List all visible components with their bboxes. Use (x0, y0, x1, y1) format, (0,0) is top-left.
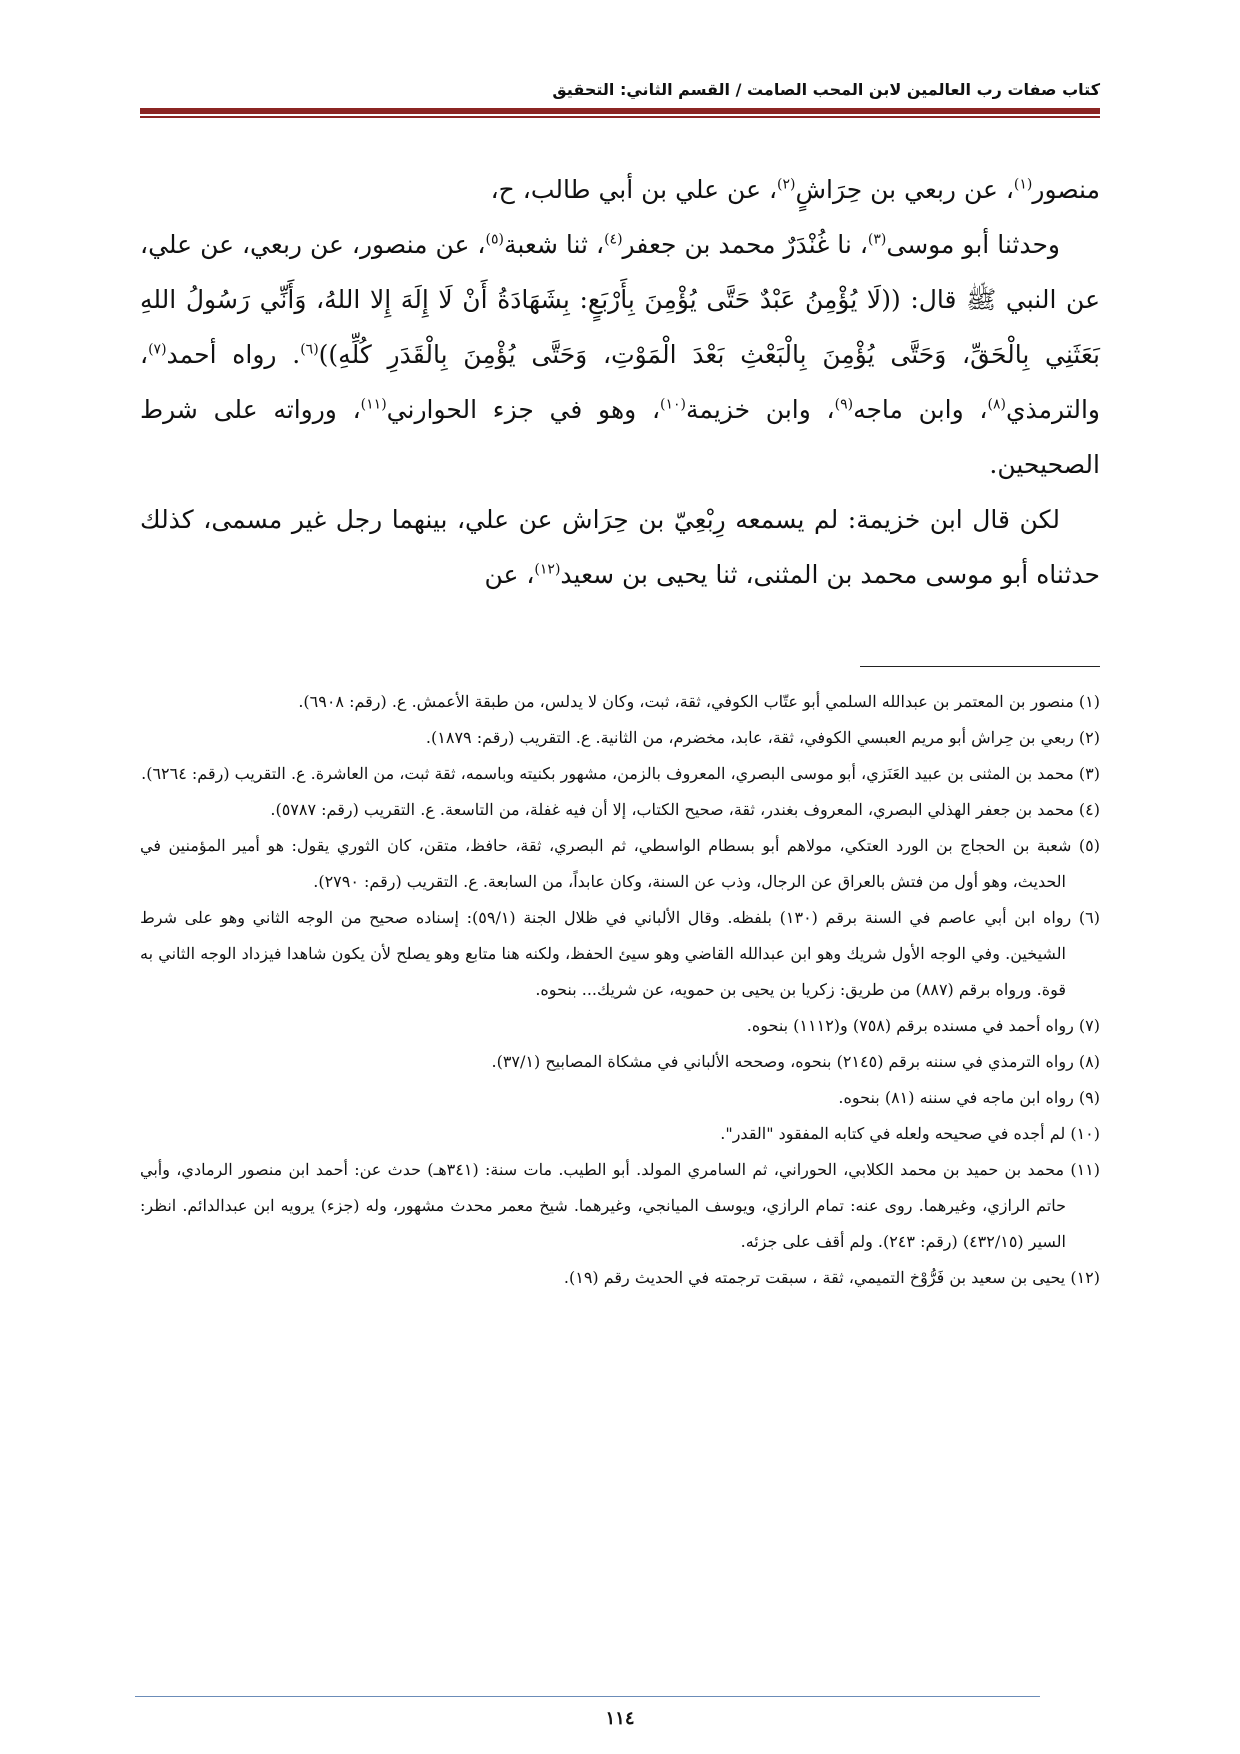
text-run: ، عن (484, 560, 535, 589)
paragraph-2 (140, 217, 1100, 492)
text-run: ، عن علي بن أبي طالب، ح، (490, 175, 778, 204)
footnote-ref[interactable]: (٥) (485, 231, 504, 248)
footnote-ref[interactable]: (١٠) (660, 396, 687, 413)
text-run: ، عن منصور، عن ربعي، عن علي، عن النبي ﷺ قال: ((لَا يُؤْمِنُ عَبْدٌ حَتَّى يُؤْمِنَ بِأَرْبَعٍ: بِشَهَادَةُ أَنْ لَا إِلَهَ إِلا اللهُ، وَأَنِّي رَسُولُ اللهِ بَعَثَنِي بِالْحَقِّ، وَحَتَّى يُؤْمِنَ بِالْبَعْثِ بَعْدَ الْمَوْتِ، وَحَتَّى يُؤْمِنَ بِالْقَدَرِ كُلِّهِ)) (140, 230, 1100, 369)
footnote-2: (٢) ربعي بن حِراش أبو مريم العبسي الكوفي، ثقة، عابد، مخضرم، من الثانية. ع. التقريب (رقم: ١٨٧٩). (425, 728, 1100, 747)
footnote-6: (٦) رواه ابن أبي عاصم في السنة برقم (١٣٠) بلفظه. وقال الألباني في ظلال الجنة (٥٩/١): إسناده صحيح من الوجه الثاني وهو على شرط الشيخين. وفي الوجه الأول شريك وهو ابن عبدالله القاضي وهو سيئ الحفظ، ولكنه هنا متابع وهو يصلح لأن يكون شاهدا فيزداد الوجه الثاني به قوة. ورواه برقم (٨٨٧) من طريق: زكريا بن يحيى بن حمويه، عن شريك... بنحوه. (140, 908, 1101, 999)
footnote-ref[interactable]: (١٢) (534, 561, 561, 578)
text-run: ، وابن خزيمة (686, 395, 835, 424)
text-run: ، وهو في جزء الحوارني (386, 395, 661, 424)
footnote-3: (٣) محمد بن المثنى بن عبيد العَنَزي، أبو موسى البصري، المعروف بالزمن، مشهور بكنيته وباسمه، ثقة ثبت، من العاشرة. ع. التقريب (رقم: ٦٢٦٤). (141, 764, 1100, 783)
text-run: ، ثنا شعبة (503, 230, 605, 259)
footer-rule (135, 1696, 1040, 1697)
text-run: لكن قال ابن خزيمة: لم يسمعه رِبْعِيّ بن حِرَاش عن علي، بينهما رجل غير مسمى، كذلك حدثناه أبو موسى محمد بن المثنى، ثنا يحيى بن سعيد (140, 505, 1100, 589)
footnote-5: (٥) شعبة بن الحجاج بن الورد العتكي، مولاهم أبو بسطام الواسطي، ثم البصري، ثقة، حافظ، متقن، كان الثوري يقول: هو أمير المؤمنين في الحديث، وهو أول من فتش بالعراق عن الرجال، وذب عن السنة، وكان عابداً، من السابعة. ع. التقريب (رقم: ٢٧٩٠). (140, 836, 1100, 891)
text-run: . رواه أحمد (166, 340, 301, 369)
footnote-ref[interactable]: (٣) (867, 231, 887, 248)
footnote-ref[interactable]: (١) (1013, 176, 1033, 193)
footnote-ref[interactable]: (٩) (834, 396, 854, 413)
text-run: ، نا غُنْدَرٌ محمد بن جعفر (622, 230, 868, 259)
text-run: ، والترمذي (140, 340, 1101, 424)
text-run: ، وابن ماجه (853, 395, 988, 424)
footnote-ref[interactable]: (٧) (148, 341, 167, 358)
footnote-ref[interactable]: (٦) (300, 341, 319, 358)
page-number: ١١٤ (605, 1708, 635, 1729)
header-rule-thin (140, 116, 1100, 118)
footnote-4: (٤) محمد بن جعفر الهذلي البصري، المعروف بغندر، ثقة، صحيح الكتاب، إلا أن فيه غفلة، من التاسعة. ع. التقريب (رقم: ٥٧٨٧). (270, 800, 1100, 819)
paragraph-1 (140, 162, 1100, 217)
text-run: منصور (1032, 175, 1100, 204)
header-rule (140, 108, 1100, 114)
footnote-ref[interactable]: (٤) (604, 231, 623, 248)
footnote-1: (١) منصور بن المعتمر بن عبدالله السلمي أبو عتّاب الكوفي، ثقة، ثبت، وكان لا يدلس، من طبقة الأعمش. ع. (رقم: ٦٩٠٨). (298, 692, 1100, 711)
footnotes (140, 684, 1100, 1296)
footnote-7: (٧) رواه أحمد في مسنده برقم (٧٥٨) و(١١١٢) بنحوه. (746, 1016, 1100, 1035)
text-run: ، ورواته على شرط الصحيحين. (140, 395, 1100, 479)
footnote-12: (١٢) يحيى بن سعيد بن فَرُّوْخ التميمي، ثقة ، سبقت ترجمته في الحديث رقم (١٩). (563, 1268, 1100, 1287)
footnote-ref[interactable]: (١١) (360, 396, 387, 413)
footnote-separator (860, 666, 1100, 667)
running-header: كتاب صفات رب العالمين لابن المحب الصامت / القسم الثاني: التحقيق (552, 80, 1100, 99)
footnote-ref[interactable]: (٢) (777, 176, 796, 193)
paragraph-3 (140, 492, 1100, 602)
text-run: وحدثنا أبو موسى (886, 230, 1060, 259)
footnote-11: (١١) محمد بن حميد بن محمد الكلابي، الحوراني، ثم السامري المولد. أبو الطيب. مات سنة: (٣٤١هـ) حدث عن: أحمد ابن منصور الرمادي، وأبي حاتم الرازي، وغيرهما. روى عنه: تمام الرازي، ويوسف الميانجي، وغيرهما. شيخ معمر محدث مشهور، وله (جزء) يرويه ابن عبدالدائم. انظر: السير (٤٣٢/١٥) (رقم: ٢٤٣). ولم أقف على جزئه. (140, 1160, 1100, 1251)
footnote-ref[interactable]: (٨) (987, 396, 1006, 413)
footnote-9: (٩) رواه ابن ماجه في سننه (٨١) بنحوه. (838, 1088, 1100, 1107)
text-run: ، عن ربعي بن حِرَاشٍ (795, 175, 1014, 204)
footnote-10: (١٠) لم أجده في صحيحه ولعله في كتابه المفقود "القدر". (720, 1124, 1100, 1143)
footnote-8: (٨) رواه الترمذي في سننه برقم (٢١٤٥) بنحوه، وصححه الألباني في مشكاة المصابيح (٣٧/١). (491, 1052, 1100, 1071)
main-text (140, 162, 1100, 602)
